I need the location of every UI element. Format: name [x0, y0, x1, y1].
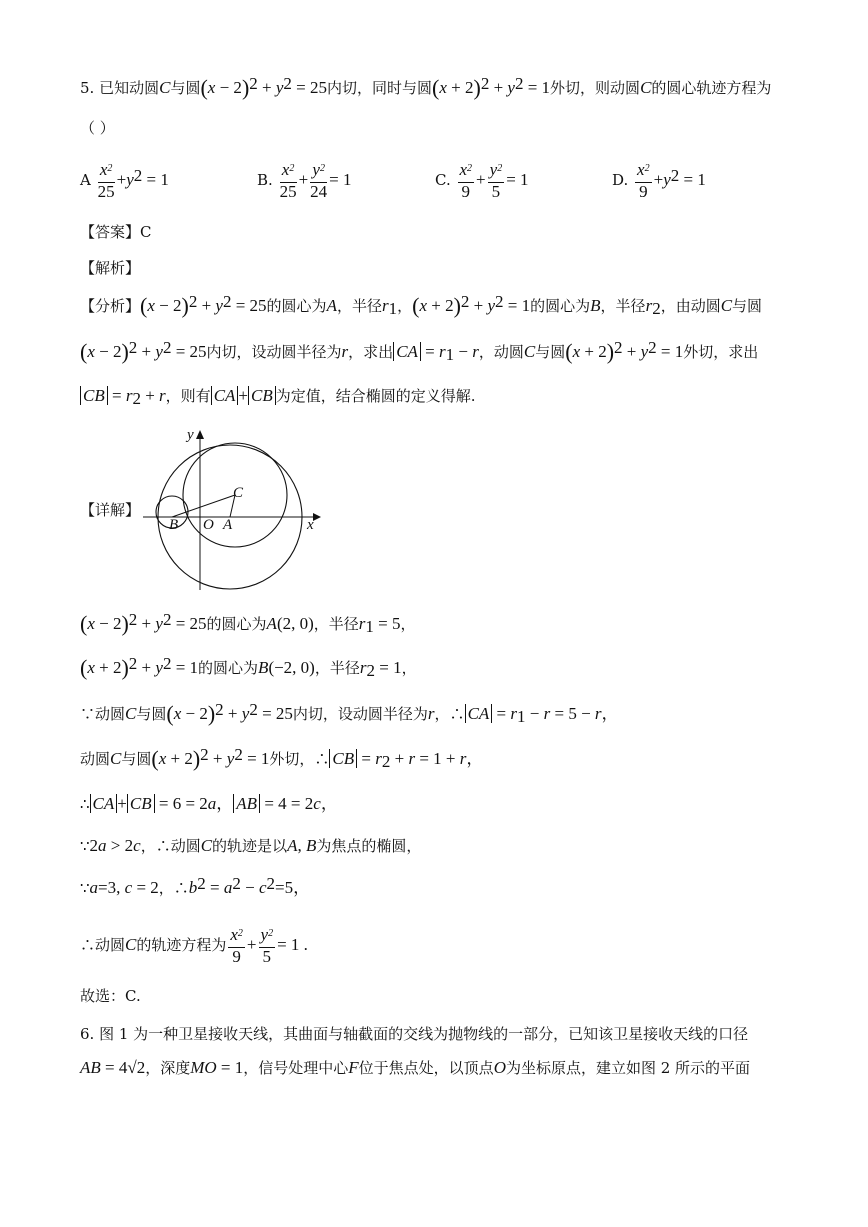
analysis-line1: 【分析】$(x - 2)^2 + y^2 = 25$的圆心为A，半径$r_1$，$(x + 2)^2 + y^2 = 1$的圆心为B，半径$r_2$，由动圆C与圆: [80, 292, 763, 318]
step-5: ∴ CA + CB = 6 = 2a， AB = 4 = 2c，: [80, 794, 338, 813]
analysis-label: 【解析】: [80, 259, 141, 277]
conclusion: 故选：C.: [80, 987, 141, 1005]
step-4: 动圆C与圆$(x + 2)^2 + y^2 = 1$外切，∴ CB = $r_2 + r = 1 + r$，: [80, 745, 484, 771]
option-b[interactable]: B. $\frac{x^2}{25}$ + $\frac{y^2}{24}$ = 1: [257, 160, 352, 201]
label-c: C: [233, 485, 244, 501]
q6-line1: 6. 图 1 为一种卫星接收天线，其曲面与轴截面的交线为抛物线的一部分，已知该卫星接收天线的口径: [80, 1025, 749, 1043]
option-a[interactable]: A $\frac{x^2}{25}$ $+y^2 = 1$: [80, 160, 169, 201]
step-8: ∴动圆C的轨迹方程为 $\frac{x^2}{9}$ + $\frac{y^2}{5}$ = 1 .: [80, 925, 308, 966]
answer: 【答案】C: [80, 223, 152, 241]
step-1: $(x - 2)^2 + y^2 = 25$的圆心为A(2, 0)，半径$r_1 = 5$，: [80, 610, 416, 636]
label-y: y: [187, 427, 194, 443]
option-c[interactable]: C. $\frac{x^2}{9}$ + $\frac{y^2}{5}$ = 1: [435, 160, 529, 201]
step-2: $(x + 2)^2 + y^2 = 1$的圆心为B(−2, 0)，半径$r_2 = 1$，: [80, 654, 417, 680]
label-b: B: [169, 517, 179, 533]
analysis-line2: $(x - 2)^2 + y^2 = 25$内切，设动圆半径为r，求出 CA = $r_1 - r$，动圆C与圆$(x + 2)^2 + y^2 = 1$外切，求出: [80, 338, 759, 364]
step-6: ∵2a > 2c，∴动圆C的轨迹是以A, B为焦点的椭圆，: [80, 836, 422, 855]
q5-paren: （ ）: [80, 119, 115, 137]
label-a: A: [223, 517, 233, 533]
label-x: x: [307, 517, 314, 533]
analysis-line3: CB = $r_2 + r$，则有 CA + CB 为定值，结合椭圆的定义得解.: [80, 386, 476, 406]
q5-stem-line1: 5. 已知动圆C与圆$(x - 2)^2 + y^2 = 25$内切，同时与圆$(x + 2)^2 + y^2 = 1$外切，则动圆C的圆心轨迹方程为: [80, 74, 772, 100]
label-o: O: [203, 517, 214, 533]
step-3: ∵动圆C与圆$(x - 2)^2 + y^2 = 25$内切，设动圆半径为r，∴ CA = $r_1 - r = 5 - r$，: [80, 700, 619, 726]
circle-figure: [135, 425, 335, 595]
q6-line2: AB = 4√2，深度MO = 1，信号处理中心F位于焦点处，以顶点O为坐标原点，建立如图 2 所示的平面: [80, 1058, 751, 1077]
option-d[interactable]: D. $\frac{x^2}{9}$ $+y^2 = 1$: [612, 160, 706, 201]
step-7: ∵a=3, c = 2，$\therefore b^2 = a^2 - c^2=5$，: [80, 874, 311, 897]
detail-label: 【详解】: [80, 501, 141, 519]
